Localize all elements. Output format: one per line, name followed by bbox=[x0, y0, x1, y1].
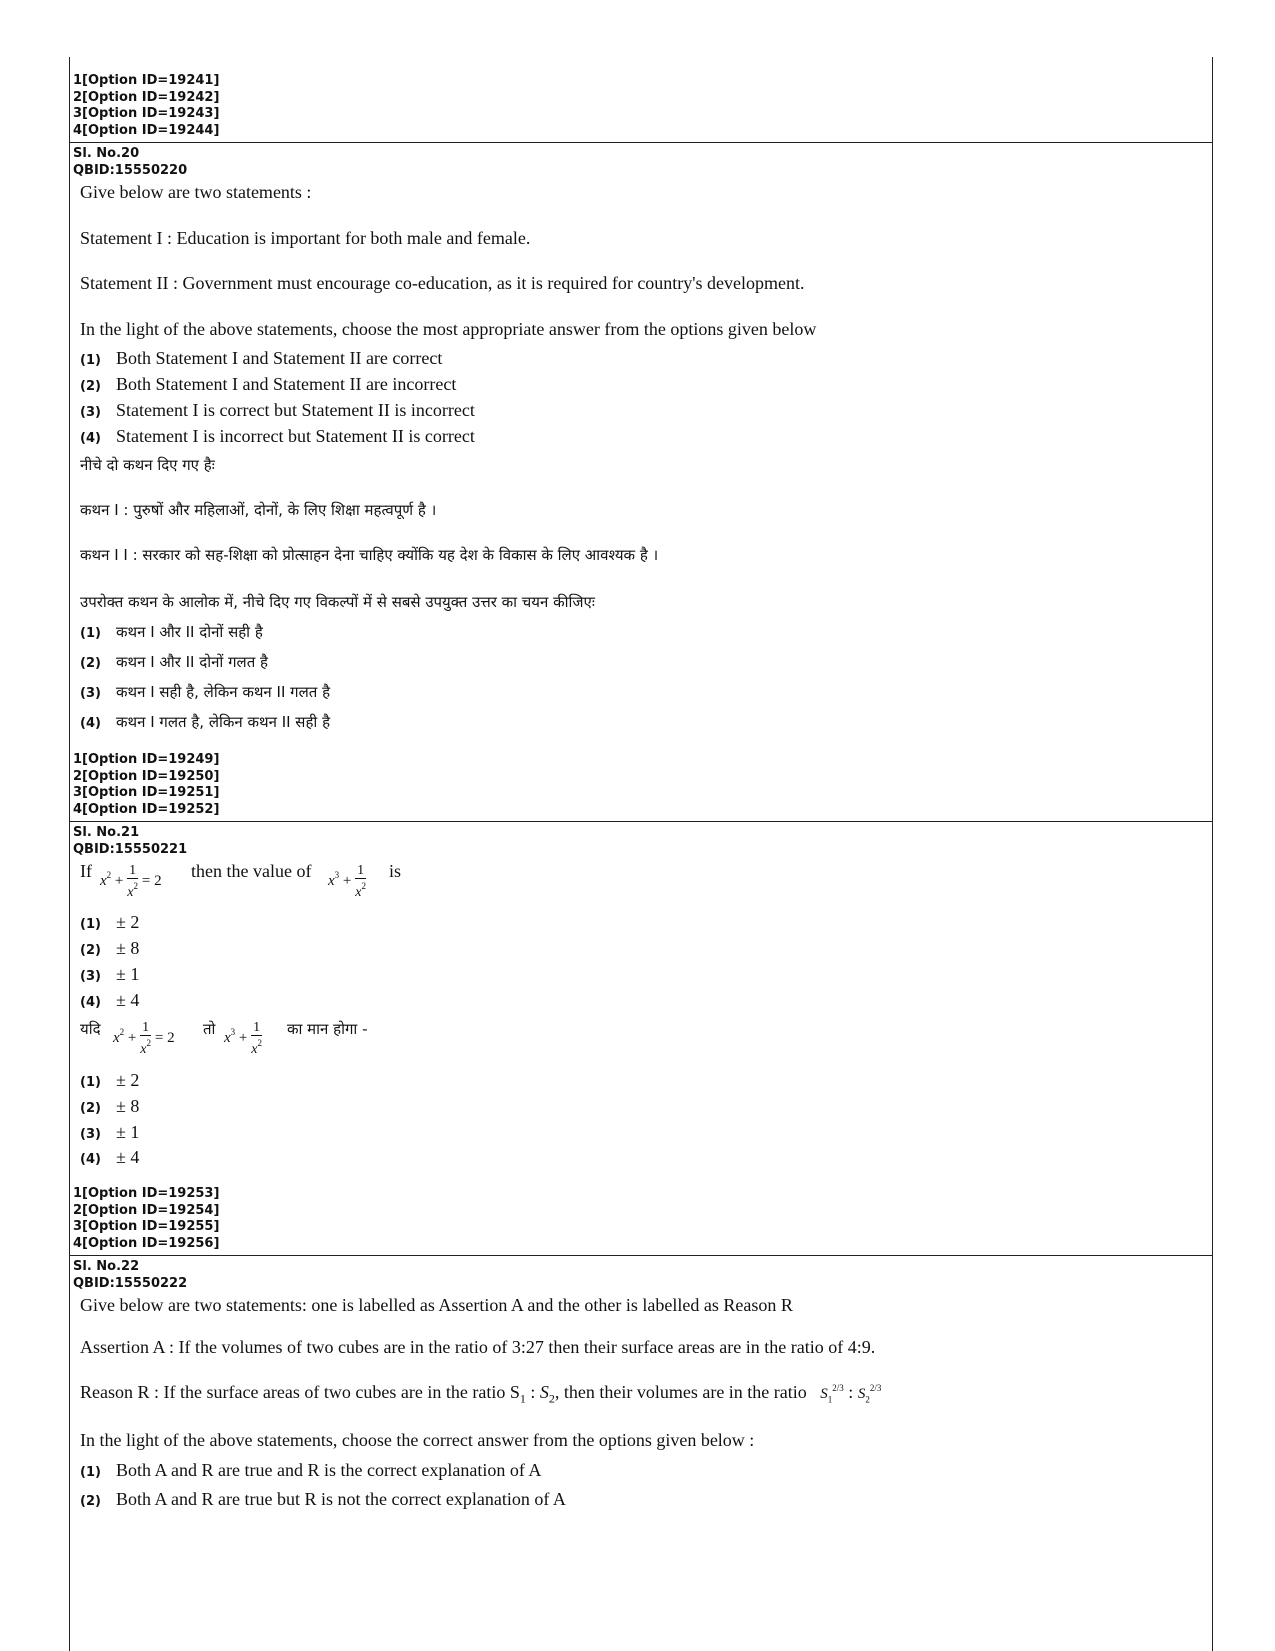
option-item bbox=[80, 1460, 541, 1481]
option-item bbox=[80, 712, 330, 732]
option-number: (3) bbox=[80, 969, 101, 984]
option-number: (1) bbox=[80, 917, 101, 932]
option-text: कथन I सही है, लेकिन कथन II गलत है bbox=[116, 683, 331, 701]
option-id-list bbox=[73, 73, 219, 139]
option-item bbox=[80, 1122, 139, 1143]
question-header bbox=[73, 825, 187, 858]
option-id: 4[Option ID=19252] bbox=[73, 801, 220, 817]
option-item bbox=[80, 964, 139, 985]
question-then: then the value of bbox=[191, 861, 312, 881]
option-id: 4[Option ID=19244] bbox=[73, 122, 220, 138]
option-text: Statement I is incorrect but Statement II is correct bbox=[116, 426, 475, 446]
question-table-frame bbox=[69, 57, 1213, 1651]
option-number: (3) bbox=[80, 686, 101, 701]
reason-mid: , then their volumes are in the ratio bbox=[554, 1382, 807, 1402]
option-id: 1[Option ID=19241] bbox=[73, 73, 220, 88]
option-number: (1) bbox=[80, 626, 101, 641]
serial-number: Sl. No.20 bbox=[73, 146, 140, 161]
option-text: Both Statement I and Statement II are incorrect bbox=[116, 374, 457, 394]
question-intro: Give below are two statements: one is labelled as Assertion A and the other is labelled as Reason R bbox=[80, 1295, 793, 1315]
question-intro: Give below are two statements : bbox=[80, 182, 312, 202]
option-id: 3[Option ID=19243] bbox=[73, 106, 220, 121]
equation-asked: $x^3$ + $\frac{1}{x^2}$ bbox=[328, 863, 366, 900]
option-text: Statement I is correct but Statement II is incorrect bbox=[116, 400, 475, 420]
option-number: (2) bbox=[80, 656, 101, 671]
option-item bbox=[80, 1096, 139, 1117]
question-is: is bbox=[389, 861, 402, 881]
option-text: ± 8 bbox=[116, 938, 140, 958]
statement-1-hindi: कथन I : पुरुषों और महिलाओं, दोनों, के लिए शिक्षा महत्वपूर्ण है । bbox=[80, 501, 437, 519]
option-number: (1) bbox=[80, 353, 101, 368]
option-number: (4) bbox=[80, 995, 101, 1010]
reason-prefix: Reason R : If the surface areas of two cubes are in the ratio S bbox=[80, 1382, 520, 1402]
question-then-hindi: तो bbox=[203, 1020, 216, 1038]
row-divider bbox=[69, 821, 1212, 822]
option-item bbox=[80, 938, 139, 959]
option-item bbox=[80, 682, 330, 702]
question-if-hindi: यदि bbox=[80, 1020, 101, 1038]
option-text: ± 2 bbox=[116, 912, 140, 932]
option-text: कथन I गलत है, लेकिन कथन II सही है bbox=[116, 713, 331, 731]
question-intro-hindi: नीचे दो कथन दिए गए हैः bbox=[80, 456, 215, 474]
option-number: (1) bbox=[80, 1465, 101, 1480]
option-item bbox=[80, 426, 475, 447]
question-prompt-hindi: उपरोक्त कथन के आलोक में, नीचे दिए गए विकल्पों में से सबसे उपयुक्त उत्तर का चयन कीजिएः bbox=[80, 593, 595, 611]
option-id: 1[Option ID=19253] bbox=[73, 1186, 220, 1201]
option-id-list bbox=[73, 752, 219, 818]
option-number: (3) bbox=[80, 405, 101, 420]
row-divider bbox=[69, 1255, 1212, 1256]
option-item bbox=[80, 348, 442, 369]
option-text: ± 4 bbox=[116, 990, 140, 1010]
option-number: (3) bbox=[80, 1127, 101, 1142]
serial-number: Sl. No.21 bbox=[73, 825, 140, 840]
option-item bbox=[80, 652, 268, 672]
option-item bbox=[80, 912, 139, 933]
option-item bbox=[80, 622, 263, 642]
option-text: ± 8 bbox=[116, 1096, 140, 1116]
assertion: Assertion A : If the volumes of two cubes are in the ratio of 3:27 then their surface areas are in the ratio of 4:9. bbox=[80, 1337, 876, 1357]
statement-2: Statement II : Government must encourage co-education, as it is required for country's development. bbox=[80, 273, 805, 293]
option-text: Both A and R are true but R is not the correct explanation of A bbox=[116, 1489, 566, 1509]
option-number: (2) bbox=[80, 1101, 101, 1116]
option-number: (4) bbox=[80, 716, 101, 731]
question-header bbox=[73, 1259, 187, 1292]
question-if: If bbox=[80, 861, 92, 881]
qbid: QBID:15550221 bbox=[73, 841, 188, 857]
question-prompt: In the light of the above statements, choose the correct answer from the options given below : bbox=[80, 1430, 755, 1450]
reason: Reason R : If the surface areas of two cubes are in the ratio $S_1$ : $S_2$, then their volumes are in the ratio $S_1^{2/3}$ : $S_2^{2/3}$ bbox=[80, 1382, 882, 1406]
option-id: 2[Option ID=19242] bbox=[73, 89, 220, 105]
option-item bbox=[80, 1489, 566, 1510]
option-number: (4) bbox=[80, 1152, 101, 1167]
option-text: ± 4 bbox=[116, 1147, 140, 1167]
option-text: ± 2 bbox=[116, 1070, 140, 1090]
option-id: 4[Option ID=19256] bbox=[73, 1235, 220, 1251]
option-number: (2) bbox=[80, 943, 101, 958]
qbid: QBID:15550220 bbox=[73, 162, 188, 178]
equation-given: $x^2$ + $\frac{1}{x^2}$ = 2 bbox=[113, 1020, 175, 1057]
qbid: QBID:15550222 bbox=[73, 1275, 188, 1291]
equation-asked: $x^3$ + $\frac{1}{x^2}$ bbox=[224, 1020, 262, 1057]
option-item bbox=[80, 990, 139, 1011]
option-number: (1) bbox=[80, 1075, 101, 1090]
option-item bbox=[80, 1070, 139, 1091]
question-header bbox=[73, 146, 187, 179]
option-id: 2[Option ID=19254] bbox=[73, 1202, 220, 1218]
row-divider bbox=[69, 142, 1212, 143]
option-item bbox=[80, 374, 456, 395]
statement-2-hindi: कथन I I : सरकार को सह-शिक्षा को प्रोत्साहन देना चाहिए क्योंकि यह देश के विकास के लिए आवश्यक है । bbox=[80, 546, 659, 564]
option-number: (4) bbox=[80, 431, 101, 446]
option-text: Both A and R are true and R is the correct explanation of A bbox=[116, 1460, 542, 1480]
option-text: कथन I और II दोनों सही है bbox=[116, 623, 263, 641]
option-id: 3[Option ID=19255] bbox=[73, 1219, 220, 1234]
option-text: ± 1 bbox=[116, 964, 140, 984]
option-id: 3[Option ID=19251] bbox=[73, 785, 220, 800]
option-id: 1[Option ID=19249] bbox=[73, 752, 220, 767]
option-id: 2[Option ID=19250] bbox=[73, 768, 220, 784]
option-text: ± 1 bbox=[116, 1122, 140, 1142]
option-text: कथन I और II दोनों गलत है bbox=[116, 653, 268, 671]
statement-1: Statement I : Education is important for both male and female. bbox=[80, 228, 531, 248]
option-number: (2) bbox=[80, 379, 101, 394]
option-text: Both Statement I and Statement II are correct bbox=[116, 348, 443, 368]
option-item bbox=[80, 400, 475, 421]
question-is-hindi: का मान होगा - bbox=[287, 1020, 368, 1038]
question-prompt: In the light of the above statements, choose the most appropriate answer from the options given below bbox=[80, 319, 817, 339]
option-item bbox=[80, 1147, 139, 1168]
option-id-list bbox=[73, 1186, 219, 1252]
option-number: (2) bbox=[80, 1494, 101, 1509]
equation-given: $x^2$ + $\frac{1}{x^2}$ = 2 bbox=[100, 863, 162, 900]
serial-number: Sl. No.22 bbox=[73, 1259, 140, 1274]
